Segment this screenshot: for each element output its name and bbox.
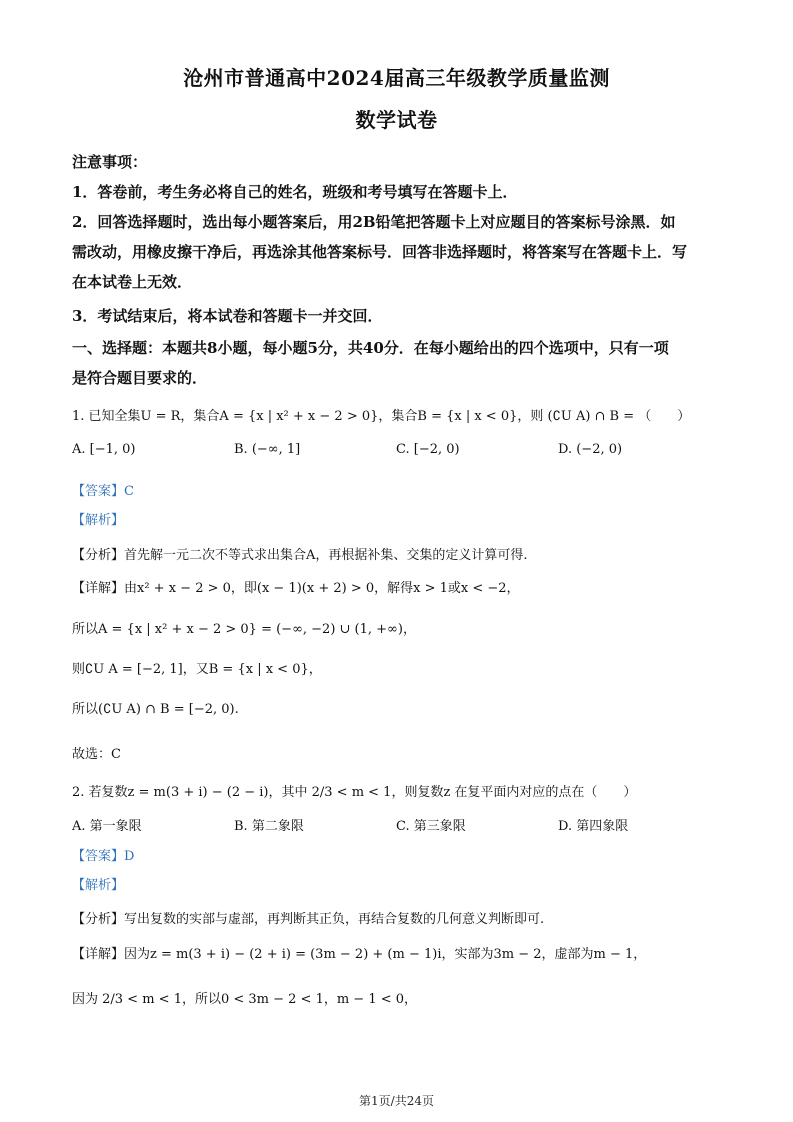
question-1-step-2: 则∁U A = [−2, 1]，又B = {x | x < 0}，	[72, 662, 322, 677]
section-1-heading-line-2: 是符合题目要求的．	[72, 369, 208, 387]
question-1-choice: 故选：C	[72, 747, 121, 762]
question-1-stem: 1. 已知全集U = R，集合A = {x | x² + x − 2 > 0}，集合B = {x | x < 0}，则 (∁U A) ∩ B = （ ）	[72, 409, 691, 424]
exam-title: 沧州市普通高中2024届高三年级教学质量监测	[183, 66, 610, 90]
notice-item-2-line-1: 2．回答选择题时，选出每小题答案后，用2B铅笔把答题卡上对应题目的答案标号涂黑．如	[72, 213, 676, 231]
notice-item-2-line-3: 在本试卷上无效．	[72, 273, 193, 291]
question-2-option-a: A. 第一象限	[72, 819, 142, 834]
question-2-option-d: D. 第四象限	[558, 819, 629, 834]
notice-item-1: 1．答卷前，考生务必将自己的姓名，班级和考号填写在答题卡上．	[72, 183, 518, 201]
notice-item-2-line-2: 需改动，用橡皮擦干净后，再选涂其他答案标号．回答非选择题时，将答案写在答题卡上．写	[72, 243, 688, 261]
question-2-analysis-label: 【解析】	[72, 878, 125, 893]
question-1-step-1: 所以A = {x | x² + x − 2 > 0} = (−∞, −2) ∪ (1, +∞)，	[72, 622, 416, 637]
question-2-option-b: B. 第二象限	[234, 819, 304, 834]
question-2-stem: 2. 若复数z = m(3 + i) − (2 − i)，其中 2/3 < m < 1，则复数z 在复平面内对应的点在（ ）	[72, 785, 637, 800]
question-2-answer: 【答案】D	[72, 849, 135, 864]
question-2-xiangjie: 【详解】因为z = m(3 + i) − (2 + i) = (3m − 2) + (m − 1)i，实部为3m − 2，虚部为m − 1，	[72, 947, 647, 962]
question-2-fenxi: 【分析】写出复数的实部与虚部，再判断其正负，再结合复数的几何意义判断即可.	[72, 912, 545, 927]
question-1-analysis-label: 【解析】	[72, 513, 125, 528]
exam-subtitle: 数学试卷	[355, 108, 438, 132]
question-1-option-c: C. [−2, 0)	[396, 442, 460, 457]
question-1-answer: 【答案】C	[72, 484, 134, 499]
question-2-option-c: C. 第三象限	[396, 819, 466, 834]
notice-item-3: 3．考试结束后，将本试卷和答题卡一并交回．	[72, 307, 383, 325]
question-1-option-d: D. (−2, 0)	[558, 442, 623, 457]
question-1-option-a: A. [−1, 0)	[72, 442, 136, 457]
section-1-heading-line-1: 一、选择题：本题共8小题，每小题5分，共40分．在每小题给出的四个选项中，只有一项	[72, 339, 669, 357]
question-1-xiangjie: 【详解】由x² + x − 2 > 0，即(x − 1)(x + 2) > 0，解得x > 1或x < −2，	[72, 581, 520, 596]
notice-heading: 注意事项：	[72, 153, 148, 171]
question-1-option-b: B. (−∞, 1]	[234, 442, 301, 457]
question-1-fenxi: 【分析】首先解一元二次不等式求出集合A，再根据补集、交集的定义计算可得.	[72, 548, 528, 563]
page-footer: 第1页/共24页	[359, 1094, 434, 1108]
question-2-step-1: 因为 2/3 < m < 1，所以0 < 3m − 2 < 1，m − 1 < 0，	[72, 992, 418, 1007]
question-1-step-3: 所以(∁U A) ∩ B = [−2, 0).	[72, 702, 239, 717]
